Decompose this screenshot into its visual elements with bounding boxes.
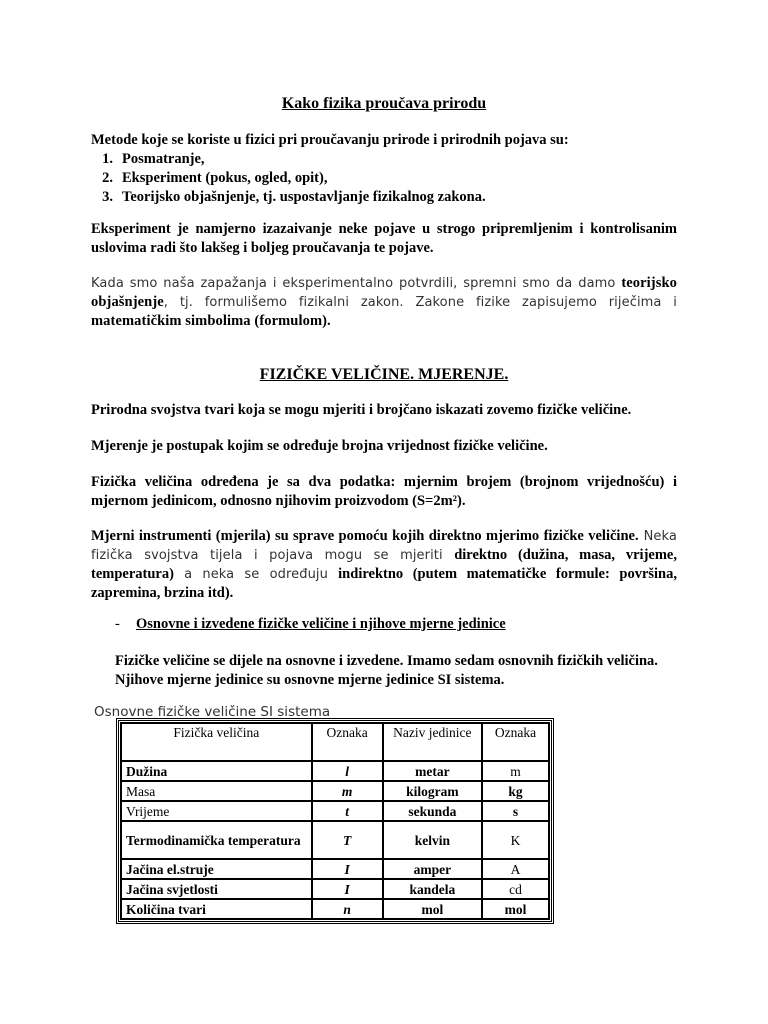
theory-text-c: , tj. formulišemo fizikalni zakon. Zakone fizike zapisujemo riječima i	[163, 295, 677, 310]
cell-unit-name: mol	[383, 899, 482, 919]
theory-bold-d: matematičkim simbolima (formulom).	[91, 313, 331, 329]
cell-unit-symbol: m	[482, 761, 549, 781]
si-units-table	[118, 720, 552, 922]
list-text: Posmatranje,	[122, 151, 205, 167]
list-number: 3.	[102, 189, 113, 205]
cell-unit-name: metar	[383, 761, 482, 781]
quantities-definition: Prirodna svojstva tvari koja se mogu mjeriti i brojčano iskazati zovemo fizičke veličine.	[91, 402, 632, 418]
cell-quantity: Količina tvari	[121, 899, 312, 919]
cell-unit-symbol: s	[482, 801, 549, 821]
methods-intro	[91, 131, 677, 150]
section-title-nature: Kako fizika proučava prirodu	[281, 95, 487, 112]
instruments-bold-c: direktno (dužina, masa, vrijeme, temperatura)	[91, 547, 677, 582]
methods-intro-text: Metode koje se koriste u fizici pri proučavanju prirode i prirodnih pojava su:	[91, 132, 569, 148]
cell-quantity: Jačina svjetlosti	[121, 879, 312, 899]
table-caption: Osnovne fizičke veličine SI sistema	[94, 704, 331, 720]
cell-unit-name: sekunda	[383, 801, 482, 821]
instruments-text-b: Neka fizička svojstva tijela i pojava mogu se mjeriti	[91, 529, 677, 563]
table-row	[121, 899, 549, 919]
quantity-data-paragraph: Fizička veličina određena je sa dva podatka: mjernim brojem (brojnom vrijednošću) i mjernom jedinicom, odnosno njihovim proizvodom (S=2m²).	[91, 474, 677, 509]
header-unit-name: Naziv jedinice	[383, 723, 482, 761]
table-row	[121, 879, 549, 899]
table-row	[121, 801, 549, 821]
methods-list	[91, 150, 486, 207]
cell-symbol: T	[312, 821, 383, 859]
table-row	[121, 781, 549, 801]
header-unit-symbol: Oznaka	[482, 723, 549, 761]
measurement-definition: Mjerenje je postupak kojim se određuje brojna vrijednost fizičke veličine.	[91, 438, 548, 454]
cell-symbol: I	[312, 879, 383, 899]
table-row	[121, 821, 549, 859]
cell-unit-symbol: mol	[482, 899, 549, 919]
cell-symbol: m	[312, 781, 383, 801]
cell-symbol: n	[312, 899, 383, 919]
list-number: 2.	[102, 170, 113, 186]
table-header-row	[121, 723, 549, 761]
instruments-text-d: a neka se određuju	[173, 567, 339, 582]
table-row	[121, 761, 549, 781]
cell-symbol: I	[312, 859, 383, 879]
subheading-text: Osnovne i izvedene fizičke veličine i njihove mjerne jedinice	[136, 616, 506, 632]
theory-paragraph	[91, 274, 677, 331]
instruments-bold-a: Mjerni instrumenti (mjerila) su sprave pomoću kojih direktno mjerimo fizičke veličine.	[91, 528, 639, 544]
cell-quantity: Jačina el.struje	[121, 859, 312, 879]
instruments-bold-e: indirektno (putem matematičke formule: površina, zapremina, brzina itd).	[91, 566, 677, 601]
cell-symbol: l	[312, 761, 383, 781]
quantities-split-paragraph: Fizičke veličine se dijele na osnovne i izvedene. Imamo sedam osnovnih fizičkih veličina. Njihove mjerne jedinice su osnovne mjerne jedinice SI sistema.	[115, 653, 658, 688]
list-number: 1.	[102, 151, 113, 167]
dash-bullet: -	[115, 616, 120, 632]
cell-unit-name: kilogram	[383, 781, 482, 801]
header-symbol: Oznaka	[312, 723, 383, 761]
section-title-quantities: FIZIČKE VELIČINE. MJERENJE.	[259, 366, 509, 383]
list-item	[91, 188, 486, 207]
header-quantity: Fizička veličina	[121, 723, 312, 761]
list-item	[91, 169, 486, 188]
list-item	[91, 150, 486, 169]
cell-unit-name: amper	[383, 859, 482, 879]
experiment-definition: Eksperiment je namjerno izazaivanje neke pojave u strogo pripremljenim i kontrolisanim uslovima radi što lakšeg i boljeg proučavanja te pojave.	[91, 221, 677, 256]
cell-quantity: Masa	[121, 781, 312, 801]
theory-bold-b: teorijsko objašnjenje	[91, 275, 677, 310]
cell-unit-symbol: K	[482, 821, 549, 859]
cell-quantity: Termodinamička temperatura	[121, 821, 312, 859]
cell-unit-name: kelvin	[383, 821, 482, 859]
cell-symbol: t	[312, 801, 383, 821]
cell-unit-symbol: A	[482, 859, 549, 879]
list-text: Eksperiment (pokus, ogled, opit),	[122, 170, 328, 186]
cell-unit-symbol: cd	[482, 879, 549, 899]
cell-unit-name: kandela	[383, 879, 482, 899]
list-text: Teorijsko objašnjenje, tj. uspostavljanje fizikalnog zakona.	[122, 189, 486, 205]
table-row	[121, 859, 549, 879]
theory-text-a: Kada smo naša zapažanja i eksperimentalno potvrdili, spremni smo da damo	[91, 276, 622, 291]
cell-quantity: Vrijeme	[121, 801, 312, 821]
cell-unit-symbol: kg	[482, 781, 549, 801]
subheading-item	[115, 616, 506, 633]
cell-quantity: Dužina	[121, 761, 312, 781]
instruments-paragraph	[91, 527, 677, 603]
